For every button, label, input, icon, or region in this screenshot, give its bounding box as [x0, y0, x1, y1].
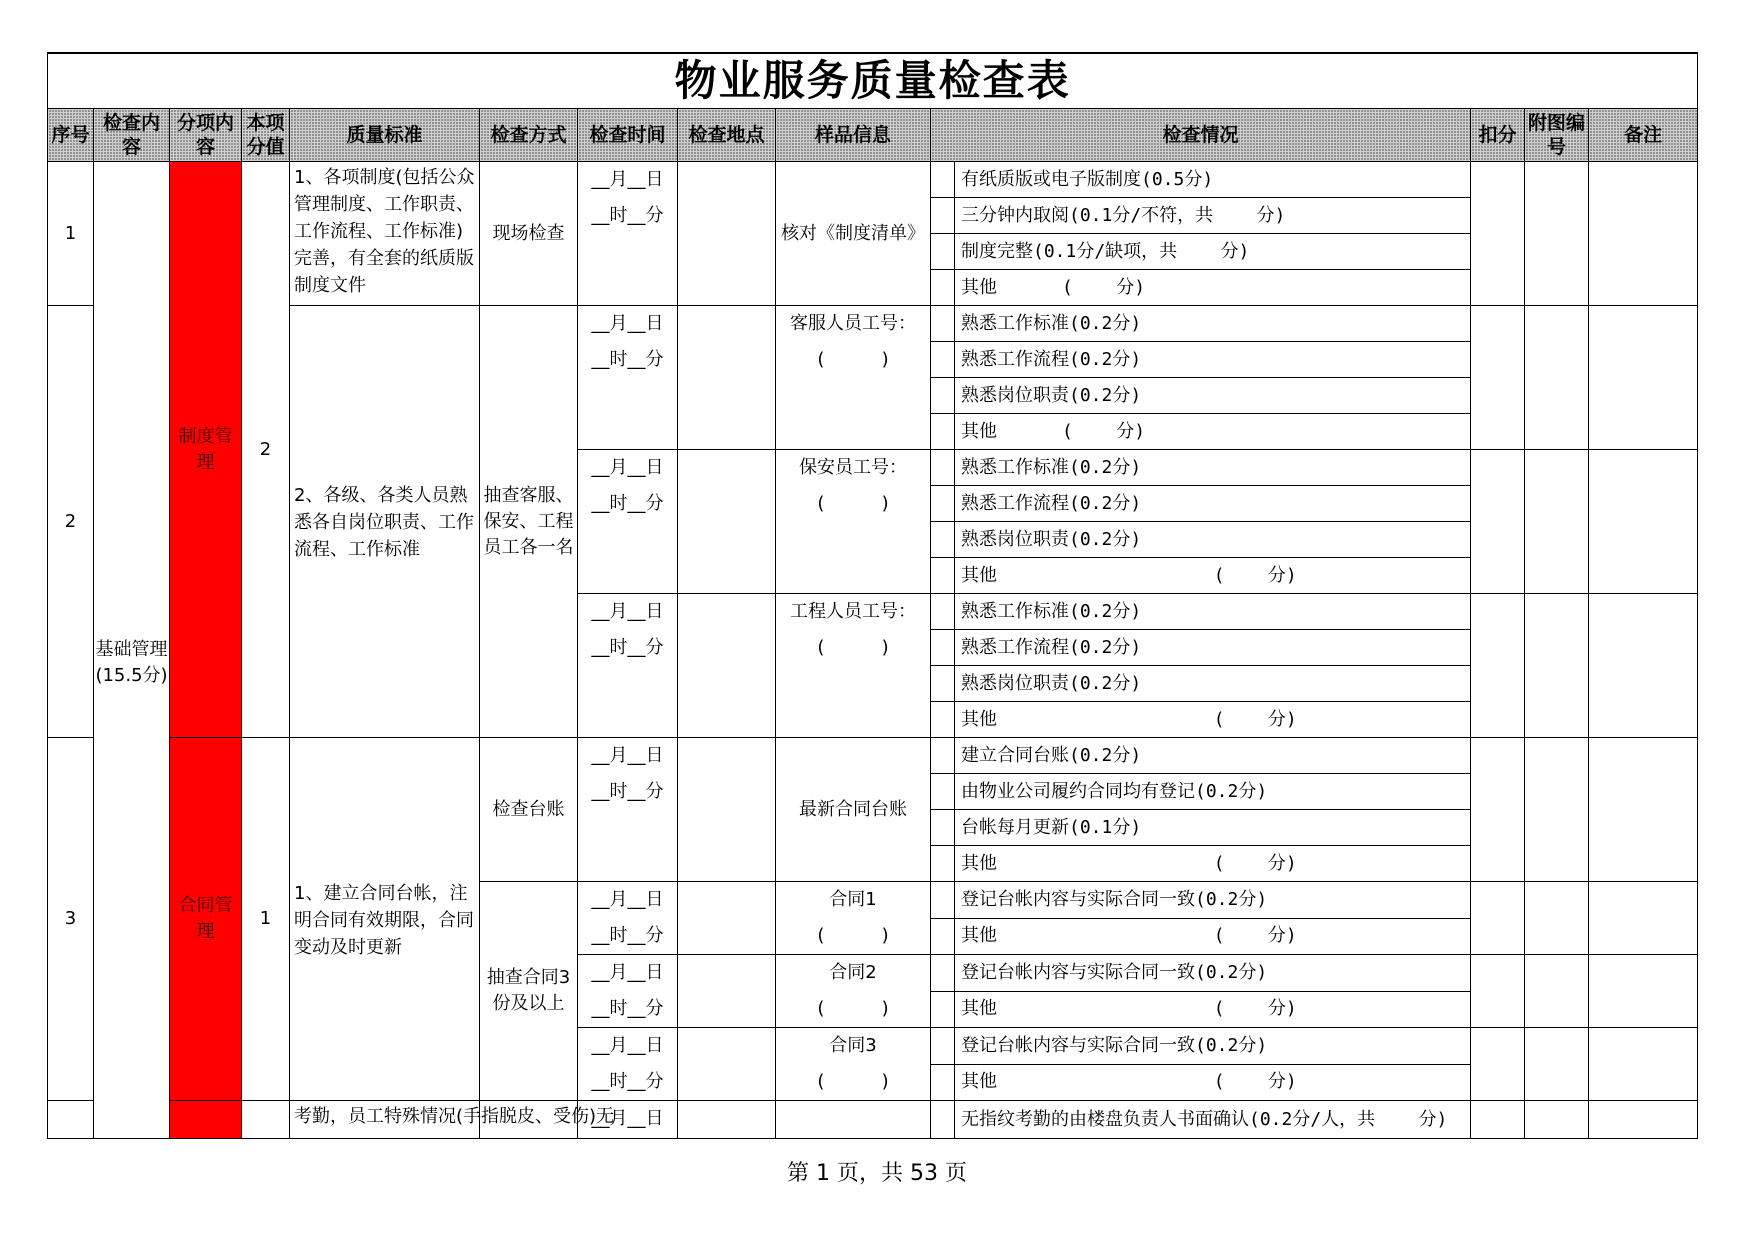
check-item: 熟悉岗位职责(0.2分): [955, 378, 1471, 414]
time-hour: __时__分: [591, 493, 664, 514]
sample-paren: ( ): [817, 349, 889, 370]
check-box[interactable]: [931, 522, 955, 558]
check-box[interactable]: [931, 558, 955, 594]
header-check: 检查情况: [931, 109, 1471, 162]
check-item: 其他 ( 分): [955, 270, 1471, 306]
seq-cell: 2: [48, 306, 94, 738]
time-hour: __时__分: [591, 637, 664, 658]
sample-cell: [776, 882, 931, 955]
check-item: 其他 ( 分): [955, 846, 1471, 882]
header-method: 检查方式: [480, 109, 578, 162]
time-day: __月__日: [591, 1108, 664, 1129]
time-hour: __时__分: [591, 205, 664, 226]
check-item: 登记台帐内容与实际合同一致(0.2分): [955, 1028, 1471, 1065]
check-item: 由物业公司履约合同均有登记(0.2分): [955, 774, 1471, 810]
time-day: __月__日: [591, 313, 664, 334]
check-box[interactable]: [931, 162, 955, 198]
deduct-cell[interactable]: [1471, 1101, 1525, 1139]
header-time: 检查时间: [578, 109, 678, 162]
sample-paren: ( ): [817, 925, 889, 946]
header-seq: 序号: [48, 109, 94, 162]
check-box[interactable]: [931, 450, 955, 486]
figure-cell[interactable]: [1525, 882, 1589, 955]
deduct-cell[interactable]: [1471, 594, 1525, 738]
sample-label: 保安员工号：: [799, 457, 907, 478]
check-item: 制度完整(0.1分/缺项，共 分): [955, 234, 1471, 270]
check-box[interactable]: [931, 378, 955, 414]
check-item: 熟悉工作流程(0.2分): [955, 486, 1471, 522]
seq-cell: 1: [48, 162, 94, 306]
time-day: __月__日: [591, 169, 664, 190]
time-cell[interactable]: [578, 738, 678, 882]
time-day: __月__日: [591, 457, 664, 478]
header-content: 检查内容: [94, 109, 170, 162]
sample-label: 合同2: [829, 962, 877, 983]
figure-cell[interactable]: [1525, 1028, 1589, 1101]
method-cell: 抽查合同3份及以上: [480, 882, 578, 1101]
check-item: 有纸质版或电子版制度(0.5分): [955, 162, 1471, 198]
sub-item-cell: [170, 1101, 242, 1139]
check-item: 登记台帐内容与实际合同一致(0.2分): [955, 955, 1471, 992]
time-hour: __时__分: [591, 925, 664, 946]
note-cell[interactable]: [1589, 162, 1698, 306]
time-day: __月__日: [591, 889, 664, 910]
time-cell[interactable]: [578, 306, 678, 450]
check-box[interactable]: [931, 1101, 955, 1139]
check-box[interactable]: [931, 774, 955, 810]
check-box[interactable]: [931, 1064, 955, 1101]
seq-cell: 3: [48, 738, 94, 1101]
method-cell: 抽查客服、保安、工程员工各一名: [480, 306, 578, 738]
content-group-cell: 基础管理(15.5分): [94, 162, 170, 1139]
check-item: 熟悉工作标准(0.2分): [955, 306, 1471, 342]
deduct-cell[interactable]: [1471, 882, 1525, 955]
time-hour: __时__分: [591, 781, 664, 802]
check-box[interactable]: [931, 342, 955, 378]
figure-cell[interactable]: [1525, 1101, 1589, 1139]
check-item: 其他 ( 分): [955, 1064, 1471, 1101]
check-box[interactable]: [931, 486, 955, 522]
check-item: 建立合同台账(0.2分): [955, 738, 1471, 774]
check-box[interactable]: [931, 991, 955, 1028]
standard-cell: 1、各项制度(包括公众管理制度、工作职责、工作流程、工作标准)完善，有全套的纸质版制度文件: [290, 162, 480, 306]
check-box[interactable]: [931, 918, 955, 955]
time-day: __月__日: [591, 1035, 664, 1056]
place-cell[interactable]: [678, 306, 776, 450]
time-cell[interactable]: [578, 450, 678, 594]
score-cell: [242, 1101, 290, 1139]
header-figure: 附图编号: [1525, 109, 1589, 162]
check-item: 其他 ( 分): [955, 414, 1471, 450]
header-place: 检查地点: [678, 109, 776, 162]
figure-cell[interactable]: [1525, 738, 1589, 882]
note-cell[interactable]: [1589, 1101, 1698, 1139]
note-cell[interactable]: [1589, 594, 1698, 738]
time-day: __月__日: [591, 745, 664, 766]
sample-cell: [776, 955, 931, 1028]
sub-item-cell: 合同管理: [170, 738, 242, 1101]
standard-cell: 1、建立合同台帐，注明合同有效期限，合同变动及时更新: [290, 738, 480, 1101]
check-item: 熟悉岗位职责(0.2分): [955, 522, 1471, 558]
check-box[interactable]: [931, 810, 955, 846]
time-hour: __时__分: [591, 1071, 664, 1092]
check-box[interactable]: [931, 882, 955, 919]
figure-cell[interactable]: [1525, 955, 1589, 1028]
check-box[interactable]: [931, 198, 955, 234]
page-footer: 第 1 页，共 53 页: [787, 1161, 967, 1186]
check-box[interactable]: [931, 270, 955, 306]
deduct-cell[interactable]: [1471, 738, 1525, 882]
seq-cell: [48, 1101, 94, 1139]
method-cell: 检查台账: [480, 738, 578, 882]
check-box[interactable]: [931, 702, 955, 738]
time-hour: __时__分: [591, 998, 664, 1019]
time-hour: __时__分: [591, 349, 664, 370]
time-day: __月__日: [591, 601, 664, 622]
deduct-cell[interactable]: [1471, 955, 1525, 1028]
inspection-sheet: [47, 52, 1697, 1132]
check-box[interactable]: [931, 234, 955, 270]
deduct-cell[interactable]: [1471, 450, 1525, 594]
sample-label: 客服人员工号：: [790, 313, 916, 334]
check-item: 台帐每月更新(0.1分): [955, 810, 1471, 846]
check-box[interactable]: [931, 414, 955, 450]
check-item: 登记台帐内容与实际合同一致(0.2分): [955, 882, 1471, 919]
sample-cell: [776, 1101, 931, 1139]
time-cell[interactable]: [578, 1028, 678, 1101]
time-cell[interactable]: [578, 955, 678, 1028]
note-cell[interactable]: [1589, 882, 1698, 955]
header-sub: 分项内容: [170, 109, 242, 162]
figure-cell[interactable]: [1525, 162, 1589, 306]
deduct-cell[interactable]: [1471, 1028, 1525, 1101]
check-box[interactable]: [931, 738, 955, 774]
standard-cell: 考勤，员工特殊情况(手指脱皮、受伤)无: [290, 1101, 480, 1139]
note-cell[interactable]: [1589, 955, 1698, 1028]
time-cell[interactable]: [578, 162, 678, 306]
sample-label: 工程人员工号：: [790, 601, 916, 622]
figure-cell[interactable]: [1525, 594, 1589, 738]
sample-cell: 核对《制度清单》: [776, 162, 931, 306]
check-item: 其他 ( 分): [955, 991, 1471, 1028]
place-cell[interactable]: [678, 955, 776, 1028]
sample-paren: ( ): [817, 998, 889, 1019]
check-box[interactable]: [931, 594, 955, 630]
sub-item-cell: 制度管理: [170, 162, 242, 738]
header-sample: 样品信息: [776, 109, 931, 162]
sample-paren: ( ): [817, 637, 889, 658]
place-cell[interactable]: [678, 594, 776, 738]
score-cell: 2: [242, 162, 290, 738]
check-item: 熟悉工作流程(0.2分): [955, 342, 1471, 378]
sample-paren: ( ): [817, 493, 889, 514]
check-item: 熟悉岗位职责(0.2分): [955, 666, 1471, 702]
place-cell[interactable]: [678, 450, 776, 594]
inspection-table: [47, 52, 1698, 1139]
figure-cell[interactable]: [1525, 306, 1589, 450]
note-cell[interactable]: [1589, 450, 1698, 594]
header-deduct: 扣分: [1471, 109, 1525, 162]
check-item: 熟悉工作流程(0.2分): [955, 630, 1471, 666]
check-box[interactable]: [931, 846, 955, 882]
note-cell[interactable]: [1589, 738, 1698, 882]
place-cell[interactable]: [678, 1101, 776, 1139]
check-item: 其他 ( 分): [955, 918, 1471, 955]
deduct-cell[interactable]: [1471, 306, 1525, 450]
check-box[interactable]: [931, 1028, 955, 1065]
check-box[interactable]: [931, 630, 955, 666]
method-cell: 现场检查: [480, 162, 578, 306]
note-cell[interactable]: [1589, 306, 1698, 450]
sample-paren: ( ): [817, 1071, 889, 1092]
place-cell[interactable]: [678, 882, 776, 955]
time-cell[interactable]: [578, 1101, 678, 1139]
sample-cell: 最新合同台账: [776, 738, 931, 882]
sample-cell: [776, 306, 931, 450]
deduct-cell[interactable]: [1471, 162, 1525, 306]
check-item: 其他 ( 分): [955, 558, 1471, 594]
check-item: 熟悉工作标准(0.2分): [955, 594, 1471, 630]
check-box[interactable]: [931, 306, 955, 342]
note-cell[interactable]: [1589, 1028, 1698, 1101]
time-cell[interactable]: [578, 882, 678, 955]
header-note: 备注: [1589, 109, 1698, 162]
sample-cell: [776, 1028, 931, 1101]
place-cell[interactable]: [678, 738, 776, 882]
sample-cell: [776, 450, 931, 594]
header-score: 本项分值: [242, 109, 290, 162]
page-title: 物业服务质量检查表: [48, 53, 1698, 109]
check-item: 其他 ( 分): [955, 702, 1471, 738]
standard-cell: 2、各级、各类人员熟悉各自岗位职责、工作流程、工作标准: [290, 306, 480, 738]
place-cell[interactable]: [678, 162, 776, 306]
check-item: 熟悉工作标准(0.2分): [955, 450, 1471, 486]
place-cell[interactable]: [678, 1028, 776, 1101]
check-box[interactable]: [931, 955, 955, 992]
sample-label: 合同1: [829, 889, 877, 910]
sample-label: 合同3: [829, 1035, 877, 1056]
sample-cell: [776, 594, 931, 738]
time-cell[interactable]: [578, 594, 678, 738]
figure-cell[interactable]: [1525, 450, 1589, 594]
check-item: 无指纹考勤的由楼盘负责人书面确认(0.2分/人，共 分): [955, 1101, 1471, 1139]
check-box[interactable]: [931, 666, 955, 702]
score-cell: 1: [242, 738, 290, 1101]
header-standard: 质量标准: [290, 109, 480, 162]
check-item: 三分钟内取阅(0.1分/不符，共 分): [955, 198, 1471, 234]
time-day: __月__日: [591, 962, 664, 983]
